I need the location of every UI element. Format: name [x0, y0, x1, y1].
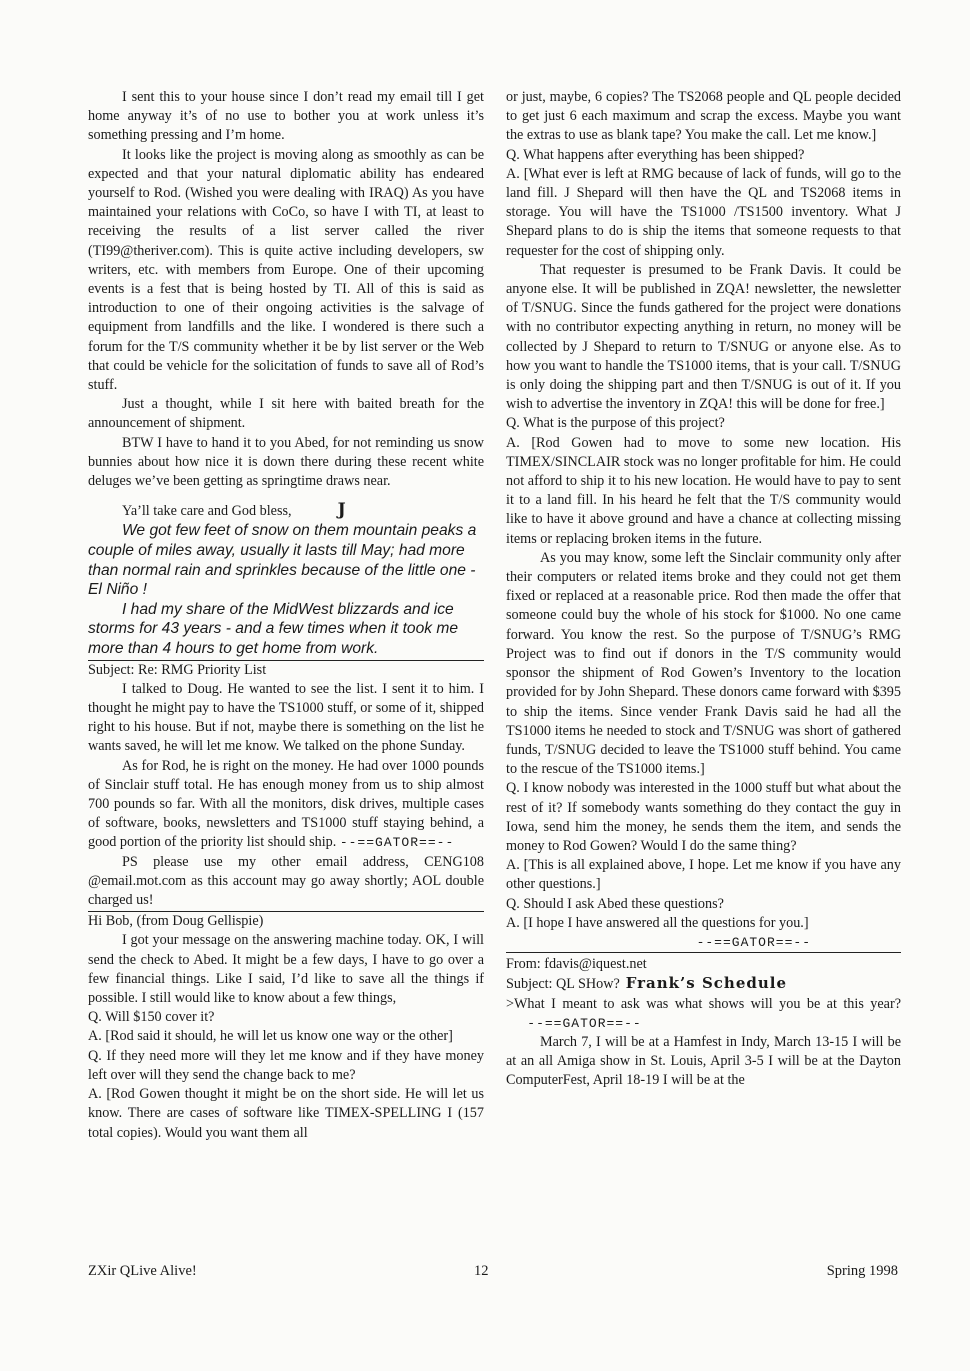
question: Q. What is the purpose of this project?: [506, 415, 725, 432]
answer: A. [This is all explained above, I hope. Let me know if you have any other questions.]: [506, 857, 901, 893]
paragraph: I talked to Doug. He wanted to see the list. I sent it to him. I thought he might pay to have the TS1000 stuff, or some of it, shipped right to his house. But if not, maybe there is something on the list he wants saved, he will let me know. We talked on the phone Sunday.: [88, 680, 484, 755]
paragraph: I got your message on the answering machine today. OK, I will send the check to Abed. It might be a few days, I have to go over a few financial things. Like I said, I’d like to save all the things if possible. I still would like to know about a few things,: [88, 932, 484, 1007]
question: Q. Should I ask Abed these questions?: [506, 895, 724, 912]
question: Q. What happens after everything has been shipped?: [506, 146, 805, 163]
left-column: [88, 88, 484, 1143]
quoted-question: [506, 995, 901, 1033]
answer: A. [Rod Gowen had to move to some new location. His TIMEX/SINCLAIR stock was no longer profitable for him. He could not afford to ship it to his new location. He would have to pay to sent it to a land fill. In his heard he felt that the T/S community would like to have it above ground and have a chance at collecting missing items or replacing broken items in the future.: [506, 434, 901, 547]
question: Q. If they need more will they let me know and if they have money left over will they send the change back to me?: [88, 1047, 484, 1083]
subject-line: Subject: Re: RMG Priority List: [88, 661, 267, 678]
page-footer: [88, 1263, 898, 1285]
paragraph: PS please use my other email address, CENG108 @email.mot.com as this account may go away shortly; AOL double charged us!: [88, 853, 484, 913]
answer: A. [What ever is left at RMG because of lack of funds, will go to the land fill. J Shepard will then have the QL and TS2068 items in storage. You will have the TS1000 /TS1500 inventory. What J Shepard plans to do is ship the items that someone requests to that requester for the cost of shipping only.: [506, 165, 901, 259]
answer: A. [Rod Gowen thought it might be on the short side. He will let us know. There are cases of software like TIMEX-SPELLING I (157 total copies). Would you want them all: [88, 1086, 484, 1141]
question: Q. Will $150 cover it?: [88, 1009, 215, 1026]
paragraph: [88, 757, 484, 853]
paragraph: That requester is presumed to be Frank Davis. It could be anyone else. It will be published in ZQA! newsletter, the newsletter of T/SNUG. Since the funds gathered for the project were donations with no contributor expecting anything in return, no money will be collected by J Shepard to return to T/SNUG or anyone else. As to how you want to handle the TS1000 items, that is your call. T/SNUG is only doing the shipping part and then T/SNUG is out of it. If you wish to advertise the inventory in ZQA! this will be done for free.]: [506, 261, 901, 413]
paragraph: BTW I have to hand it to you Abed, for not reminding us snow bunnies about how nice it is down there during these recent white deluges we’ve been getting as springtime draws near.: [88, 434, 484, 490]
gator-signoff: --==GATOR==--: [527, 1015, 642, 1031]
paragraph: or just, maybe, 6 copies? The TS2068 people and QL people decided to get just 6 each maximum and scrap the excess. Maybe you want the extras to use as blank tape? You make the call. Let me know.]: [506, 89, 901, 144]
subject-text: Subject: QL SHow?: [506, 976, 620, 993]
closing-text: Ya’ll take care and God bless,: [122, 503, 292, 520]
gator-signoff: --==GATOR==--: [696, 934, 811, 950]
subject-line: [506, 974, 901, 994]
italic-reply: I had my share of the MidWest blizzards and ice storms for 43 years - and a few times when it took me more than 4 hours to get home from work.: [88, 600, 484, 661]
paragraph-text: As for Rod, he is right on the money. He had over 1000 pounds of Sinclair stuff total. He has enough money from us to ship almost 700 pounds so far. With all the monitors, disk drives, multiple cases of software, books, newsletters and TS1000 stuff staying behind, a good portion of the priority list should ship.: [88, 757, 484, 851]
paragraph: Just a thought, while I sit here with baited breath for the announcement of shipment.: [88, 396, 484, 432]
answer: A. [Rod said it should, he will let us know one way or the other]: [88, 1028, 453, 1045]
right-column: [506, 88, 901, 1091]
schedule-title: Frank’s Schedule: [625, 974, 787, 993]
question: Q. I know nobody was interested in the 1000 stuff but what about the rest of it? If somebody wants something do they contact the guy in Iowa, send him the money, he sends them the item, and sends the money to Rod Gowen? Would I do the same thing?: [506, 780, 901, 854]
quoted-text: >What I meant to ask was what shows will you be at this year?: [506, 995, 901, 1012]
signature: J: [337, 500, 346, 521]
page-number: 12: [474, 1263, 489, 1279]
publication-name: ZXir QLive Alive!: [88, 1263, 197, 1279]
paragraph: It looks like the project is moving along as smoothly as can be expected and that your natural diplomatic ability has endeared yourself to Rod. (Wished you were dealing with IRAQ) As you have maintained your relations with CoCo, so have I with TI, at least to receiving the results of a list server called the river (TI99@theriver.com). This is quite active including developers, sw writers, etc. with members from Europe. One of their upcoming events is a fest that is being hosted by TI. All of this is said as introduction to one of their ongoing activities is the salvage of equipment from landfills and the like. I wondered is there such a forum for the T/S community whether it be by list server or the Web that could be vehicle for the solicitation of funds to save all of Rod’s stuff.: [88, 146, 484, 394]
closing-line: [88, 501, 484, 521]
from-line: From: fdavis@iquest.net: [506, 952, 901, 974]
paragraph: I sent this to your house since I don’t read my email till I get home anyway it’s of no use to bother you at work unless it’s something pressing and I’m home.: [88, 89, 484, 144]
greeting: Hi Bob, (from Doug Gellispie): [88, 913, 264, 930]
issue-date: Spring 1998: [826, 1263, 898, 1279]
paragraph: As you may know, some left the Sinclair community only after their computers or related items broke and they could not get them fixed or replaced at a reasonable price. Rod then made the offer that someone could buy the whole of his stock for $1000. No one came forward. You know the rest. So the purpose of T/SNUG’s RMG Project was to find out if donors in the T/S community would sponsor the shipment of Rod Gowen’s Inventory to the location provided for by John Shepard. These donors came forward with $395 to ship the items. Since vender Frank Davis said he had all the TS1000 items he needed to stock and T/SNUG was short of gathered funds, T/SNUG decided to leave the TS1000 stuff behind. You came to the rescue of the TS1000 items.]: [506, 549, 901, 778]
gator-signoff: --==GATOR==--: [339, 835, 455, 851]
paragraph: March 7, I will be at a Hamfest in Indy, March 13-15 I will be at an all Amiga show in St. Louis, April 3-5 I will be at the Dayton ComputerFest, April 18-19 I will be at the: [506, 1033, 901, 1089]
answer: A. [I hope I have answered all the questions for you.]: [506, 914, 809, 931]
italic-reply: We got few feet of snow on them mountain peaks a couple of miles away, usually it lasts till May; had more than normal rain and sprinkles because of the little one - El Niño !: [88, 522, 477, 599]
